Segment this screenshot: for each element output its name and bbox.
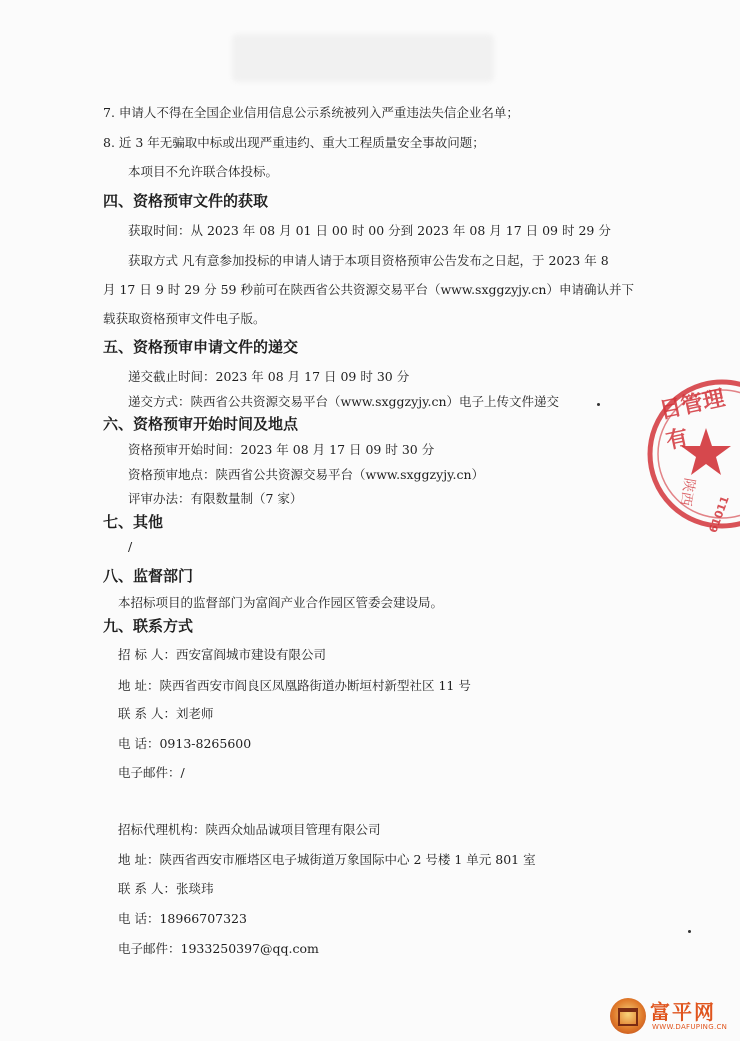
seal-bottom-text: 陕西 — [676, 476, 698, 508]
agency-address-label: 地 址： — [118, 852, 160, 867]
tenderer-name-label: 招 标 人： — [118, 647, 176, 662]
stray-dot — [597, 403, 600, 406]
agency-phone-value: 18966707323 — [159, 911, 247, 926]
agency-email-label: 电子邮件： — [118, 941, 181, 956]
review-method: 评审办法：有限数量制（7 家） — [128, 491, 303, 506]
section-4-heading: 四、资格预审文件的获取 — [103, 192, 269, 210]
section-5-heading: 五、资格预审申请文件的递交 — [103, 338, 299, 356]
agency-name-row — [118, 821, 381, 839]
agency-contact-row — [118, 880, 213, 898]
agency-contact-label: 联 系 人： — [118, 881, 176, 896]
watermark-title: 富平网 — [650, 1000, 716, 1024]
section-8-heading: 八、监督部门 — [103, 567, 194, 585]
watermark-url: WWW.DAFUPING.CN — [652, 1023, 728, 1031]
acquire-time: 获取时间：从 2023 年 08 月 01 日 00 时 00 分到 2023 年 08 月 17 日 09 时 29 分 — [128, 223, 611, 238]
submit-method: 递交方式：陕西省公共资源交易平台（www.sxggzyjy.cn）电子上传文件递交 — [128, 394, 560, 409]
tenderer-name-row — [118, 646, 326, 664]
tenderer-contact-row — [118, 705, 213, 723]
review-start-time: 资格预审开始时间：2023 年 08 月 17 日 09 时 30 分 — [128, 442, 435, 457]
tenderer-address-row — [118, 677, 471, 695]
no-joint-bid-note: 本项目不允许联合体投标。 — [128, 164, 279, 179]
acquire-method-line-1: 获取方式 凡有意参加投标的申请人请于本项目资格预审公告发布之日起，于 2023 年 8 — [128, 253, 609, 268]
item-7: 7. 申请人不得在全国企业信用信息公示系统被列入严重违法失信企业名单； — [103, 105, 519, 120]
agency-phone-row — [118, 910, 247, 928]
agency-name-value: 陕西众灿品诚项目管理有限公司 — [205, 822, 381, 837]
tenderer-name-value: 西安富阎城市建设有限公司 — [175, 647, 326, 662]
agency-name-label: 招标代理机构： — [118, 822, 206, 837]
section-7-heading: 七、其他 — [103, 513, 164, 531]
item-8: 8. 近 3 年无骗取中标或出现严重违约、重大工程质量安全事故问题； — [103, 135, 485, 150]
agency-phone-label: 电 话： — [118, 911, 160, 926]
agency-email-row — [118, 940, 319, 958]
section-8-content: 本招标项目的监督部门为富阎产业合作园区管委会建设局。 — [118, 595, 444, 610]
tenderer-address-label: 地 址： — [118, 678, 160, 693]
acquire-method-line-3: 载获取资格预审文件电子版。 — [103, 311, 266, 326]
tenderer-contact-label: 联 系 人： — [118, 706, 176, 721]
tenderer-email-value: / — [180, 765, 185, 780]
submit-deadline: 递交截止时间：2023 年 08 月 17 日 09 时 30 分 — [128, 369, 410, 384]
tenderer-phone-value: 0913-8265600 — [159, 736, 252, 751]
stray-dot — [688, 930, 691, 933]
agency-address-row — [118, 851, 536, 869]
seal-number: 61011 — [706, 494, 732, 535]
section-6-heading: 六、资格预审开始时间及地点 — [103, 415, 299, 433]
agency-contact-value: 张琰玮 — [175, 881, 214, 896]
tenderer-email-row — [118, 764, 185, 782]
tenderer-email-label: 电子邮件： — [118, 765, 181, 780]
section-9-heading: 九、联系方式 — [103, 617, 194, 635]
building-icon — [618, 1008, 638, 1026]
tenderer-contact-value: 刘老师 — [175, 706, 214, 721]
agency-address-value: 陕西省西安市雁塔区电子城街道万象国际中心 2 号楼 1 单元 801 室 — [159, 852, 536, 867]
site-watermark — [610, 996, 734, 1036]
tenderer-phone-row — [118, 735, 251, 753]
blurred-header — [232, 34, 494, 82]
review-place: 资格预审地点：陕西省公共资源交易平台（www.sxggzyjy.cn） — [128, 467, 485, 482]
acquire-method-line-2: 月 17 日 9 时 29 分 59 秒前可在陕西省公共资源交易平台（www.sxggzyjy.cn）申请确认并下 — [103, 282, 634, 297]
tenderer-address-value: 陕西省西安市阎良区凤凰路街道办断垣村新型社区 11 号 — [159, 678, 471, 693]
section-7-content: / — [128, 539, 133, 554]
seal-top-text: 目管理有 — [657, 385, 728, 455]
agency-email-value: 1933250397@qq.com — [180, 941, 319, 956]
tenderer-phone-label: 电 话： — [118, 736, 160, 751]
